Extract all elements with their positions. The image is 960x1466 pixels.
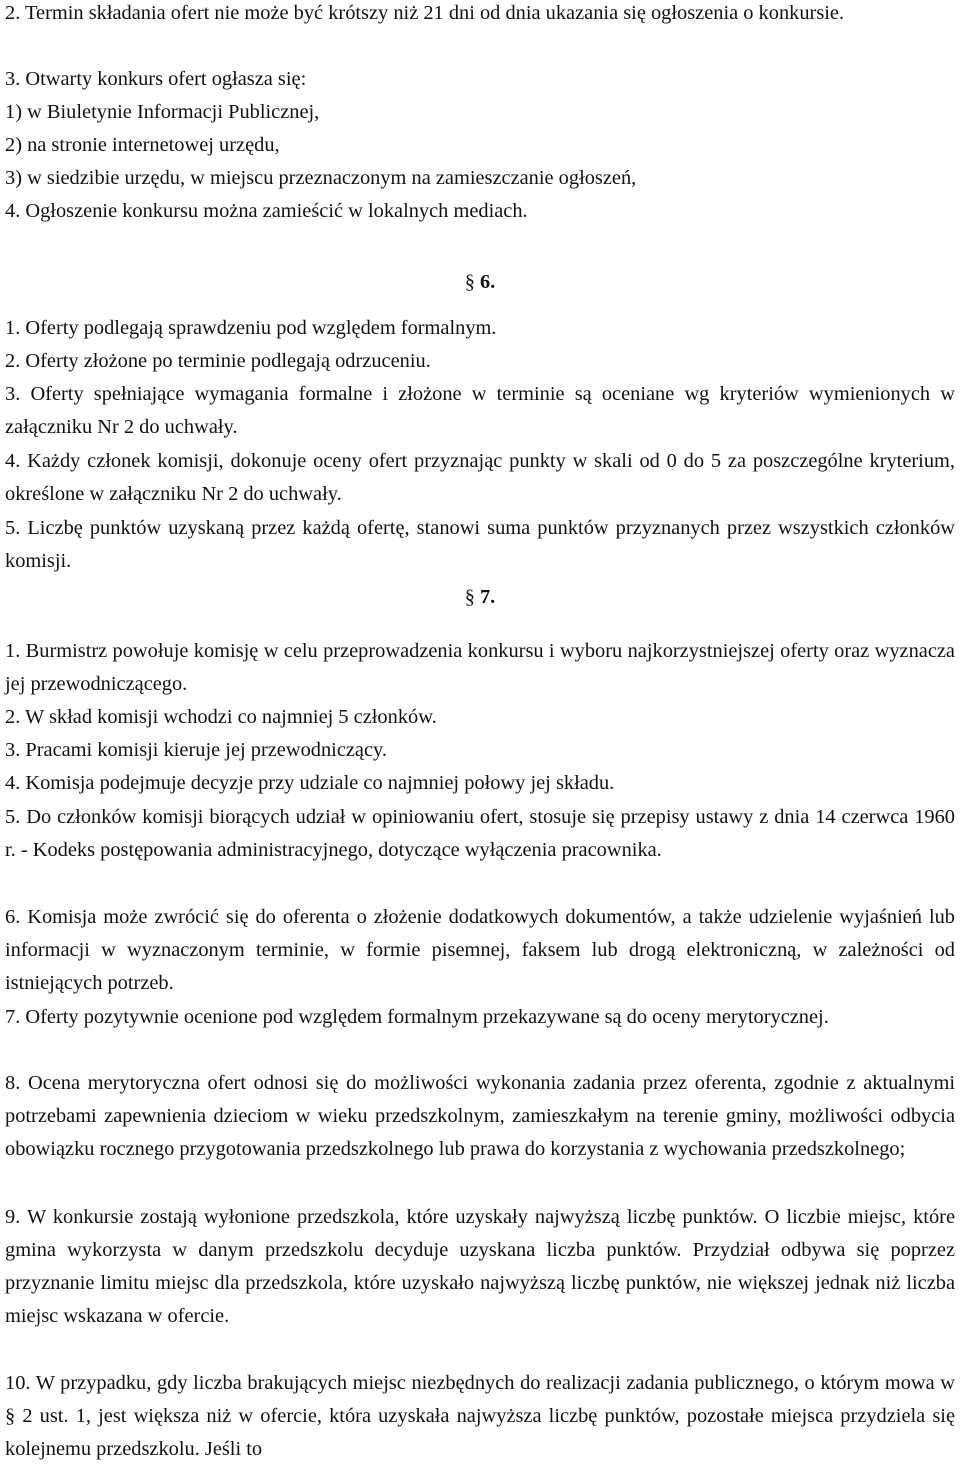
s6-paragraph-2: 2. Oferty złożone po terminie podlegają odrzuceniu. bbox=[5, 350, 431, 372]
s7-paragraph-9: 9. W konkursie zostają wyłonione przedszkola, które uzyskały najwyższą liczbę punktów. O liczbie miejsc, które gmina wykorzysta w danym przedszkolu decyduje uzyskana liczba punktów. Przydział odbywa się poprzez przyznanie limitu miejsc dla przedszkola, które uzyskało najwyższą liczbę punktów, nie większej jednak niż liczba miejsc wskazana w ofercie. bbox=[5, 1206, 955, 1327]
paragraph-top-2: 2. Termin składania ofert nie może być krótszy niż 21 dni od dnia ukazania się ogłoszenia o konkursie. bbox=[5, 2, 845, 24]
section-heading-7 bbox=[5, 581, 955, 614]
s7-paragraph-10: 10. W przypadku, gdy liczba brakujących miejsc niezbędnych do realizacji zadania publicznego, o którym mowa w § 2 ust. 1, jest większa niż w ofercie, która uzyskała najwyższa liczbę punktów, pozostałe miejsca przydziela się kolejnemu przedszkolu. Jeśli to bbox=[5, 1372, 955, 1460]
s7-paragraph-3: 3. Pracami komisji kieruje jej przewodniczący. bbox=[5, 739, 387, 761]
s7-paragraph-4: 4. Komisja podejmuje decyzje przy udziale co najmniej połowy jej składu. bbox=[5, 772, 615, 794]
s7-paragraph-6: 6. Komisja może zwrócić się do oferenta o złożenie dodatkowych dokumentów, a także udzielenie wyjaśnień lub informacji w wyznaczonym terminie, w formie pisemnej, faksem lub drogą elektroniczną, w zależności od istniejących potrzeb. bbox=[5, 906, 955, 994]
section-heading-6 bbox=[5, 266, 955, 299]
s7-paragraph-8: 8. Ocena merytoryczna ofert odnosi się do możliwości wykonania zadania przez oferenta, zgodnie z aktualnymi potrzebami zapewnienia dzieciom w wieku przedszkolnym, zamieszkałym na terenie gminy, możliwości odbycia obowiązku rocznego przygotowania przedszkolnego lub prawa do korzystania z wychowania przedszkolnego; bbox=[5, 1072, 955, 1160]
s6-paragraph-3: 3. Oferty spełniające wymagania formalne i złożone w terminie są oceniane wg kryteriów wymienionych w załączniku Nr 2 do uchwały. bbox=[5, 383, 955, 438]
s7-paragraph-1: 1. Burmistrz powołuje komisję w celu przeprowadzenia konkursu i wyboru najkorzystniejszej oferty oraz wyznacza jej przewodniczącego. bbox=[5, 640, 955, 695]
s6-paragraph-5: 5. Liczbę punktów uzyskaną przez każdą ofertę, stanowi suma punktów przyznanych przez wszystkich członków komisji. bbox=[5, 517, 955, 572]
list-item-website: 2) na stronie internetowej urzędu, bbox=[5, 134, 280, 156]
list-item-office: 3) w siedzibie urzędu, w miejscu przeznaczonym na zamieszczanie ogłoszeń, bbox=[5, 167, 637, 189]
paragraph-top-3: 3. Otwarty konkurs ofert ogłasza się: bbox=[5, 68, 307, 90]
s7-paragraph-7: 7. Oferty pozytywnie ocenione pod względem formalnym przekazywane są do oceny merytorycznej. bbox=[5, 1006, 829, 1028]
s7-paragraph-2: 2. W skład komisji wchodzi co najmniej 5 członków. bbox=[5, 706, 437, 728]
section-sign: § bbox=[464, 586, 475, 608]
s7-paragraph-5: 5. Do członków komisji biorących udział w opiniowaniu ofert, stosuje się przepisy ustawy z dnia 14 czerwca 1960 r. - Kodeks postępowania administracyjnego, dotyczące wyłączenia pracownika. bbox=[5, 806, 955, 861]
s6-paragraph-1: 1. Oferty podlegają sprawdzeniu pod względem formalnym. bbox=[5, 317, 497, 339]
paragraph-top-4: 4. Ogłoszenie konkursu można zamieścić w lokalnych mediach. bbox=[5, 200, 528, 222]
section-sign: § bbox=[464, 271, 475, 293]
s6-paragraph-4: 4. Każdy członek komisji, dokonuje oceny ofert przyznając punkty w skali od 0 do 5 za poszczególne kryterium, określone w załączniku Nr 2 do uchwały. bbox=[5, 450, 955, 505]
section-number: 7. bbox=[479, 586, 496, 608]
list-item-bip: 1) w Biuletynie Informacji Publicznej, bbox=[5, 101, 320, 123]
section-number: 6. bbox=[479, 271, 496, 293]
